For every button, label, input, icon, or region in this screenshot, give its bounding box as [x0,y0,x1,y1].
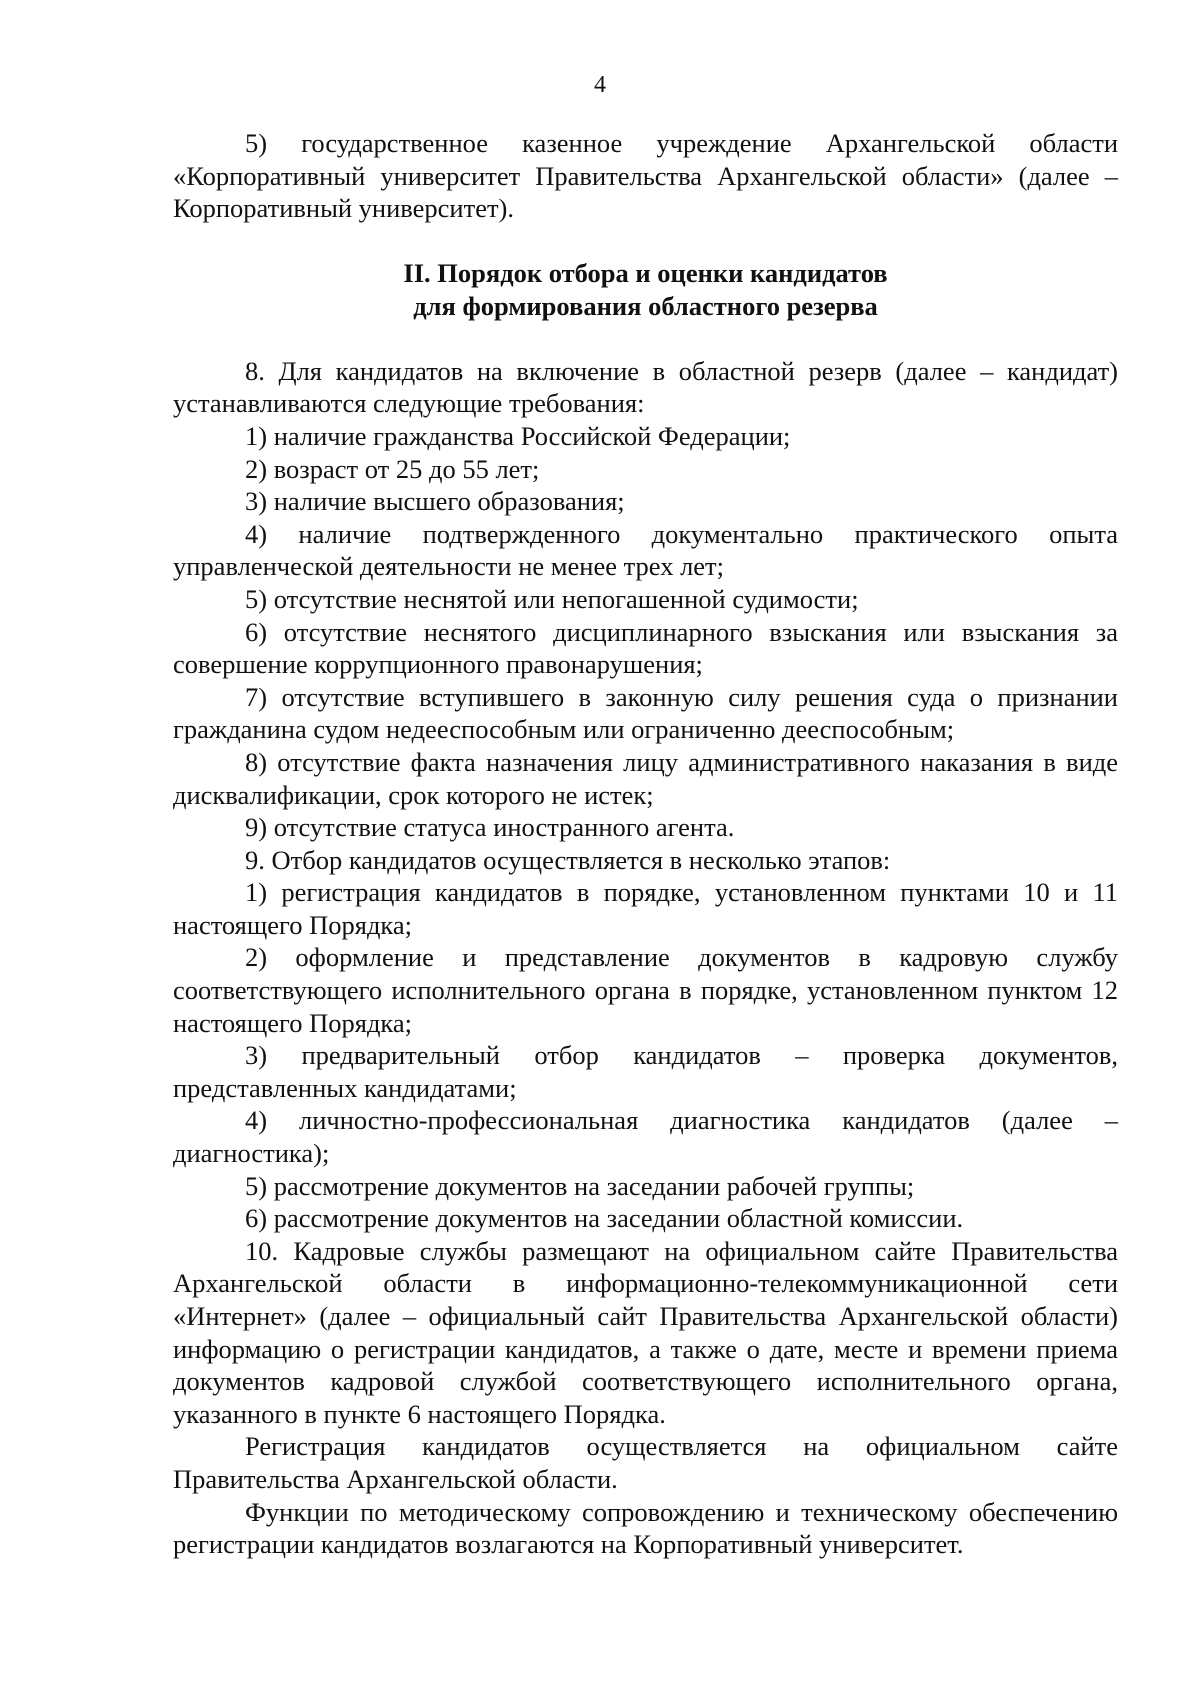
paragraph: 8. Для кандидатов на включение в областной резерв (далее – кандидат) устанавливаются следующие требования: [173,355,1118,419]
paragraph: 2) оформление и представление документов в кадровую службу соответствующего исполнительного органа в порядке, установленном пунктом 12 настоящего Порядка; [173,942,1118,1038]
document-body [173,127,1118,1561]
paragraph: Функции по методическому сопровождению и техническому обеспечению регистрации кандидатов возлагаются на Корпоративный университет. [173,1496,1118,1560]
paragraph: 6) рассмотрение документов на заседании областной комиссии. [245,1203,964,1234]
section-title-line-1: II. Порядок отбора и оценки кандидатов [403,257,888,288]
paragraph: 2) возраст от 25 до 55 лет; [245,453,540,484]
section-heading [173,257,1118,323]
paragraph: 5) рассмотрение документов на заседании рабочей группы; [245,1170,915,1201]
intro-paragraph: 5) государственное казенное учреждение Архангельской области «Корпоративный университет Правительства Архангельской области» (далее – Корпоративный университет). [173,128,1118,224]
paragraph: 4) личностно-профессиональная диагностика кандидатов (далее – диагностика); [173,1105,1118,1169]
paragraph: 5) отсутствие неснятой или непогашенной судимости; [245,583,859,614]
paragraph: 8) отсутствие факта назначения лицу административного наказания в виде дисквалификации, срок которого не истек; [173,746,1118,810]
paragraph: 3) предварительный отбор кандидатов – проверка документов, представленных кандидатами; [173,1040,1118,1103]
paragraph: 9. Отбор кандидатов осуществляется в несколько этапов: [245,844,891,875]
paragraph: 10. Кадровые службы размещают на официальном сайте Правительства Архангельской области в информационно-телекоммуникационной сети «Интернет» (далее – официальный сайт Правительства Архангельской области) информацию о регистрации кандидатов, а также о дате, месте и времени приема документов кадровой службой соответствующего исполнительного органа, указанного в пункте 6 настоящего Порядка. [173,1235,1118,1429]
paragraph: 1) регистрация кандидатов в порядке, установленном пунктами 10 и 11 настоящего Порядка; [173,877,1118,940]
page-number: 4 [594,72,606,98]
paragraph: 4) наличие подтвержденного документально практического опыта управленческой деятельности не менее трех лет; [173,518,1118,582]
paragraph: 7) отсутствие вступившего в законную силу решения суда о признании гражданина судом недееспособным или ограниченно дееспособным; [173,681,1118,745]
paragraph: 6) отсутствие неснятого дисциплинарного взыскания или взыскания за совершение коррупционного правонарушения; [173,616,1118,680]
paragraph: 9) отсутствие статуса иностранного агента. [245,812,735,843]
paragraph: 3) наличие высшего образования; [245,486,625,517]
section-title-line-2: для формирования областного резерва [413,290,878,321]
paragraph: Регистрация кандидатов осуществляется на официальном сайте Правительства Архангельской области. [173,1431,1118,1494]
paragraph: 1) наличие гражданства Российской Федерации; [245,420,791,451]
